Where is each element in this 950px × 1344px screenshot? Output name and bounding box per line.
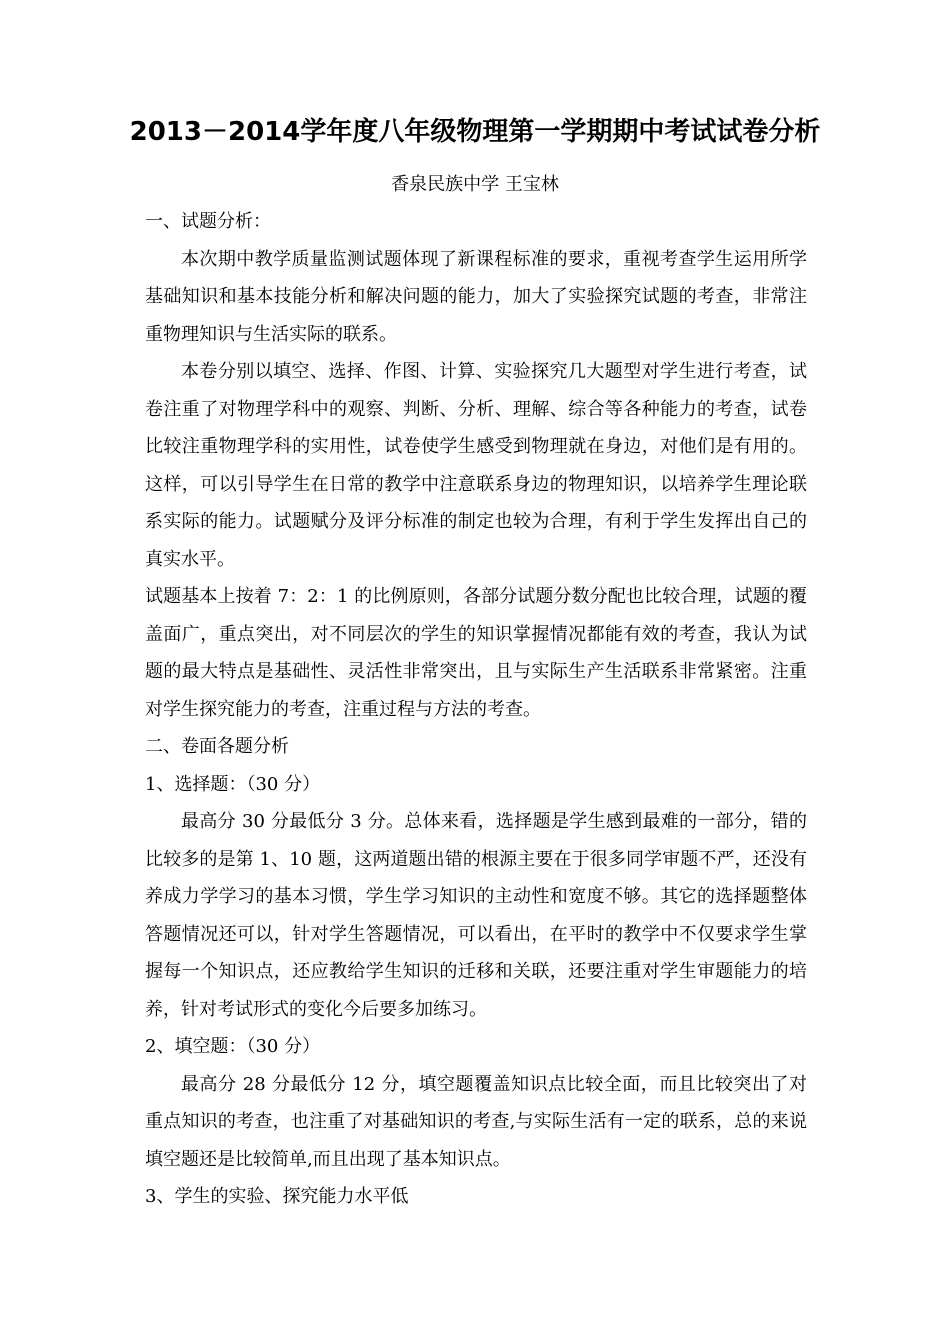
item-1-paragraph: 最高分 30 分最低分 3 分。总体来看，选择题是学生感到最难的一部分，错的比较多的是第 1、10 题，这两道题出错的根源主要在于很多同学审题不严，还没有养成力学学习的基本习惯，学生学习知识的主动性和宽度不够。其它的选择题整体答题情况还可以，针对学生答题情况，可以看出，在平时的教学中不仅要求学生掌握每一个知识点，还应教给学生知识的迁移和关联，还要注重对学生审题能力的培养，针对考试形式的变化今后要多加练习。: [145, 811, 807, 1020]
document-body: [145, 203, 807, 1216]
item-2-heading: 2、填空题：（30 分）: [145, 1036, 321, 1057]
item-1-heading: 1、选择题：（30 分）: [145, 773, 321, 795]
section-1-heading: 一、试题分析：: [145, 211, 271, 232]
section-2-heading: 二、卷面各题分析: [145, 736, 289, 757]
item-2-paragraph: 最高分 28 分最低分 12 分，填空题覆盖知识点比较全面，而且比较突出了对重点知识的考查，也注重了对基础知识的考查,与实际生活有一定的联系，总的来说填空题还是比较简单,而且出现了基本知识点。: [145, 1073, 807, 1170]
section-1-paragraph-2: 本卷分别以填空、选择、作图、计算、实验探究几大题型对学生进行考查，试卷注重了对物理学科中的观察、判断、分析、理解、综合等各种能力的考查，试卷比较注重物理学科的实用性，试卷使学生感受到物理就在身边，对他们是有用的。这样，可以引导学生在日常的教学中注意联系身边的物理知识，以培养学生理论联系实际的能力。试题赋分及评分标准的制定也较为合理，有利于学生发挥出自己的真实水平。: [145, 361, 807, 570]
item-3-heading: 3、学生的实验、探究能力水平低: [145, 1186, 409, 1207]
section-1-paragraph-1: 本次期中教学质量监测试题体现了新课程标准的要求，重视考查学生运用所学基础知识和基本技能分析和解决问题的能力，加大了实验探究试题的考查，非常注重物理知识与生活实际的联系。: [145, 248, 807, 345]
section-1-paragraph-3: 试题基本上按着 7：2：1 的比例原则，各部分试题分数分配也比较合理，试题的覆盖面广，重点突出，对不同层次的学生的知识掌握情况都能有效的考查，我认为试题的最大特点是基础性、灵活性非常突出，且与实际生产生活联系非常紧密。注重对学生探究能力的考查，注重过程与方法的考查。: [145, 586, 807, 720]
document-title: 2013－2014学年度八年级物理第一学期期中考试试卷分析: [129, 117, 821, 147]
document-author: 香泉民族中学 王宝林: [391, 174, 559, 195]
